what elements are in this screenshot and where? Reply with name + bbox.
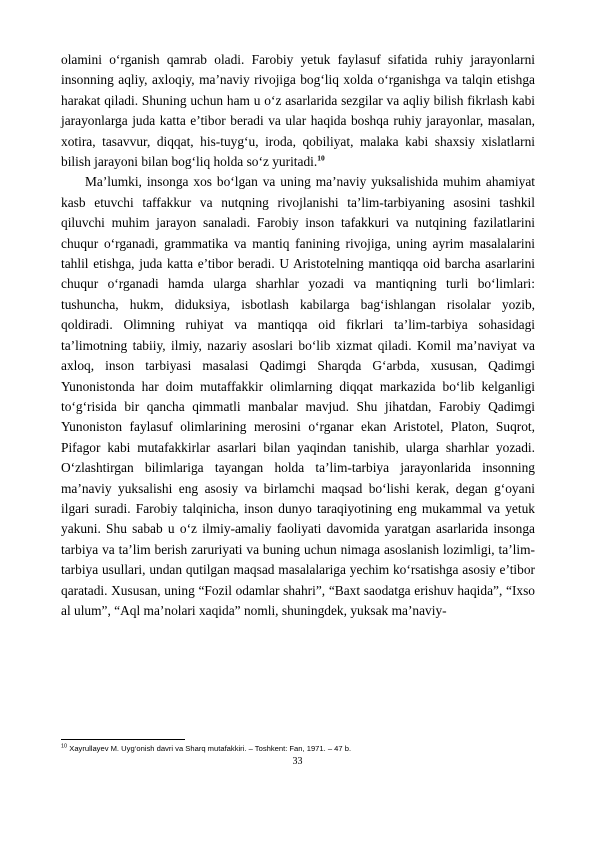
footnote-divider (61, 739, 185, 740)
footnote-number: 10 (61, 743, 68, 750)
footnote-text: Xayrullayev M. Uyg‘onish davri va Sharq mutafakkiri. – Toshkent: Fan, 1971. – 47 b. (69, 744, 352, 753)
page-number: 33 (292, 756, 303, 767)
paragraph: Ma’lumki, insonga xos bo‘lgan va uning ma’naviy yuksalishida muhim ahamiyat kasb etuvchi taffakkur va nutqning rivojlanishi ta’lim-tarbiyaning asosini tashkil qiluvchi muhim jarayon sanaladi. Farobiy inson tafakkuri va nutqining fazilatlarini chuqur o‘rganadi, grammatika va mantiq fanining rivojiga, uning ayrim masalalarini tahlil etishga, juda katta e’tibor beradi. U Aristotelning mantiqqa oid barcha asarlarini chuqur o‘rganadi hamda ularga sharhlar yozadi va mantiqning turli bo‘limlari: tushuncha, hukm, diduksiya, isbotlash kabilarga bag‘ishlangan risolalar yozib, qoldiradi. Olimning ruhiyat va mantiqqa oid fikrlari ta’lim-tarbiya sohasidagi ta’limotning tabiiy, ilmiy, nazariy asoslari bo‘lib xizmat qiladi. Komil ma’naviyat va axloq, inson tarbiyasi masalasi Qadimgi Sharqda G‘arbda, xususan, Qadimgi Yunonistonda har doim mutaffakkir olimlarning diqqat markazida bo‘lib kelganligi to‘g‘risida bir qancha qimmatli manbalar mavjud. Shu jihatdan, Farobiy Qadimgi Yunoniston faylasuf olimlarining merosini o‘rganar ekan Aristotel, Platon, Suqrot, Pifagor kabi mutafakkirlar asarlari bilan yaqindan tanishib, ularga sharhlar yozadi. O‘zlashtirgan bilimlariga tayangan holda ta’lim-tarbiya jarayonlarida insonning ma’naviy yuksalishi eng asosiy va birlamchi maqsad bo‘lishi kerak, degan g‘oyani ilgari suradi. Farobiy talqinicha, inson dunyo taraqiyotining eng mukammal va yetuk yakuni. Shu sabab u o‘z ilmiy-amaliy faoliyati davomida yaratgan asarlarida insonga tarbiya va ta’lim berish zaruriyati va buning uchun nimaga asoslanish lozimligi, ta’lim-tarbiya usullari, undan qutilgan maqsad masalalariga yechim ko‘rsatishga asosiy e’tibor qaratadi. Xususan, uning “Fozil odamlar shahri”, “Baxt saodatga erishuv haqida”, “Ixso al ulum”, “Aql ma’nolari xaqida” nomli, shuningdek, yuksak ma’naviy- (61, 174, 535, 618)
paragraph-text: olamini o‘rganish qamrab oladi. Farobiy yetuk faylasuf sifatida ruhiy jarayonlarni insonning aqliy, axloqiy, ma’naviy rivojiga bog‘liq xolda o‘rganishga va talqin etishga harakat qiladi. Shuning uchun ham u o‘z asarlarida sezgilar va aqliy bilish fikrlash kabi jarayonlarga juda katta e’tibor beradi va ular haqida boshqa ruhiy jarayonlar, masalan, xotira, tasavvur, diqqat, his-tuyg‘u, iroda, qobiliyat, malaka kabi shaxsiy xislatlarni bilish jarayoni bilan bog‘liq holda so‘z yuritadi. (61, 52, 535, 170)
footnote (61, 744, 535, 754)
paragraph (61, 50, 535, 172)
footnote-reference[interactable]: 10 (317, 153, 325, 163)
body-text (61, 50, 535, 621)
